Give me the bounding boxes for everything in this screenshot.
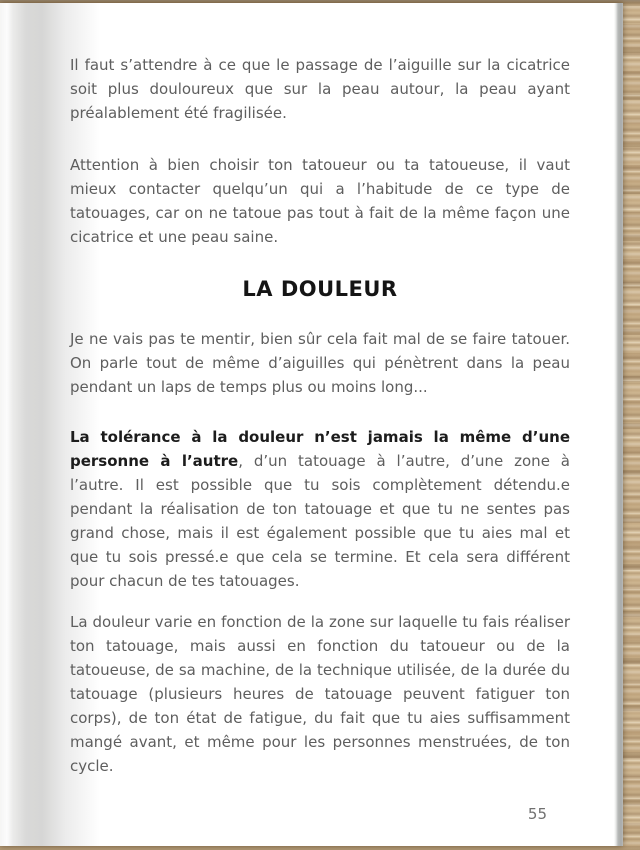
section-heading: LA DOULEUR — [242, 277, 398, 301]
paragraph-text: Il faut s’attendre à ce que le passage de l’aiguille sur la cicatrice soit plus douloureux que sur la peau autour, la peau ayant préalablement été fragilisée. — [70, 56, 570, 122]
paragraph — [70, 53, 570, 125]
paragraph — [70, 153, 570, 249]
paragraph-text: , d’un tatouage à l’autre, d’une zone à l’autre. Il est possible que tu sois complètement détendu.e pendant la réalisation de ton tatouage et que tu ne sentes pas grand chose, mais il est également possible que tu aies mal et que tu sois pressé.e que cela se termine. Et cela sera différent pour chacun de tes tatouages. — [70, 452, 570, 590]
paragraph — [70, 610, 570, 778]
paragraph-text: Attention à bien choisir ton tatoueur ou ta tatoueuse, il vaut mieux contacter quelqu’un qui a l’habitude de ce type de tatouages, car on ne tatoue pas tout à fait de la même façon une cicatrice et une peau saine. — [70, 156, 570, 246]
page-number: 55 — [527, 805, 547, 823]
paragraph-text: Je ne vais pas te mentir, bien sûr cela fait mal de se faire tatouer. On parle tout de même d’aiguilles qui pénètrent dans la peau pendant un laps de temps plus ou moins long... — [70, 330, 570, 396]
page-fore-edge — [614, 3, 623, 846]
paragraph — [70, 425, 570, 593]
paragraph-text: La douleur varie en fonction de la zone sur laquelle tu fais réaliser ton tatouage, mais aussi en fonction du tatoueur ou de la tatoueuse, de sa machine, de la technique utilisée, de la durée du tatouage (plusieurs heures de tatouage peuvent fatiguer ton corps), de ton état de fatigue, du fait que tu aies suffisamment mangé avant, et même pour les personnes menstruées, de ton cycle. — [70, 613, 570, 775]
bold-lead-text: La tolérance à la douleur n’est jamais la même d’une personne à l’autre — [70, 428, 570, 470]
paragraph — [70, 327, 570, 399]
book-page — [0, 3, 623, 846]
body-text — [70, 53, 570, 778]
